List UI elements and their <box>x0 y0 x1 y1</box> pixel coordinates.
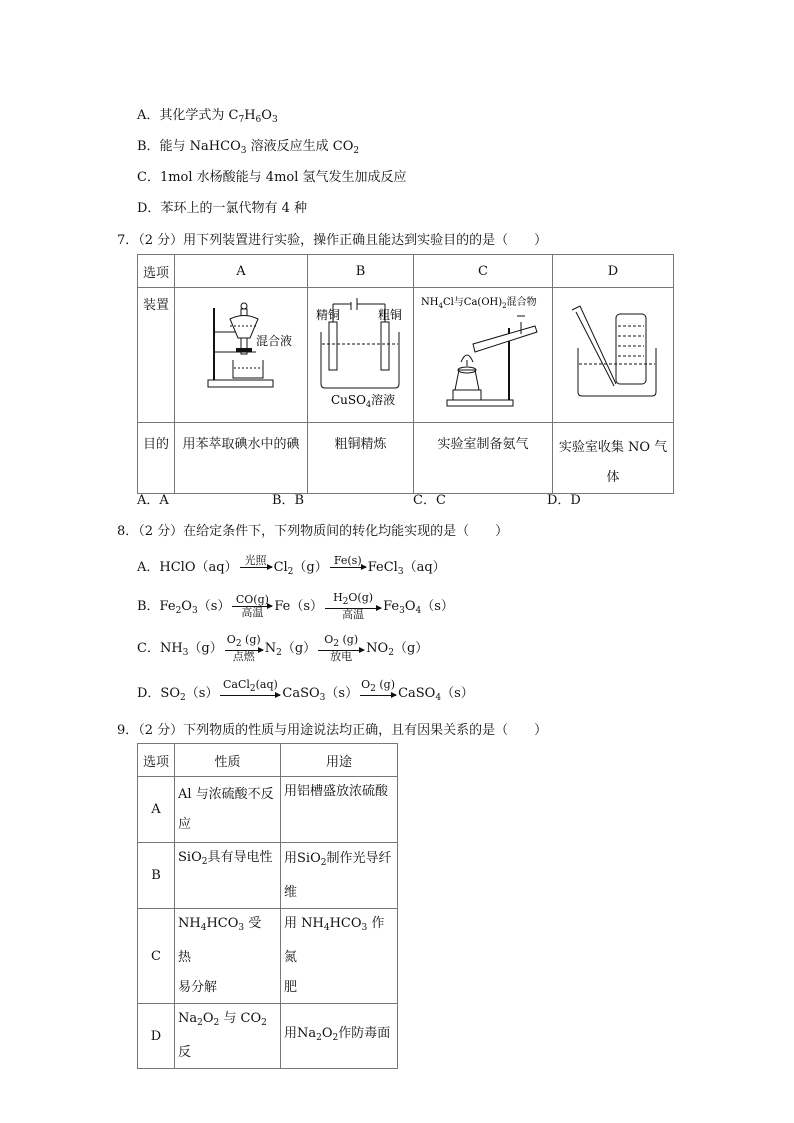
q7-answer-a: A．A <box>137 493 169 508</box>
q8-option-a: A．HClO（aq） 光照 $Cl_2(g)$ Fe(s) FeCl$_3$（aq） <box>137 554 446 577</box>
q7-device-b <box>308 288 414 423</box>
q9-opt-b: B <box>138 843 175 909</box>
q9-use-d: 用$Na_2O_2$作防毒面 <box>281 1004 398 1069</box>
q9-prop-a: Al 与浓硫酸不反 应 <box>175 777 281 843</box>
electrolysis-apparatus <box>311 288 410 418</box>
q9-opt-a: A <box>138 777 175 843</box>
q6-option-d: D．苯环上的一氯代物有 4 种 <box>137 201 307 216</box>
q7-device-d <box>553 288 674 423</box>
gas-collection-apparatus <box>556 288 670 418</box>
q7-device-a <box>175 288 308 423</box>
crude-copper-label: 粗铜 <box>378 308 403 322</box>
q7-header-option: 选项 <box>138 255 175 288</box>
q8-option-c: C．$NH_3(g)$ $O_2$ (g) 点燃 $N_2(g)$ $O_2$ (g) 放电 $NO_2(g)$ <box>137 633 429 663</box>
q7-purpose-a: 用苯萃取碘水中的碘 <box>175 423 308 494</box>
q8-option-d: D．$SO_2(s)$ CaCl$_2$(aq) CaSO$_3$（s） $O_2$ (g) CaSO$_4$（s） <box>137 678 474 703</box>
table-row <box>138 777 398 843</box>
q9-stem: 9．（2 分）下列物质的性质与用途说法均正确，且有因果关系的是（ ） <box>117 723 548 738</box>
q6-option-c: C．1mol 水杨酸能与 4mol 氢气发生加成反应 <box>137 170 407 185</box>
q7-answer-c: C．C <box>413 493 446 508</box>
q9-prop-c: $NH_4HCO_3$ 受 热 易分解 <box>175 909 281 1004</box>
q7-answer-b: B．B <box>272 493 305 508</box>
table-row <box>138 1004 398 1069</box>
q7-purpose-b: 粗铜精炼 <box>308 423 414 494</box>
q9-header-option: 选项 <box>138 744 175 777</box>
table-row <box>138 909 398 1004</box>
q7-answer-d: D．D <box>547 493 581 508</box>
mixture-label: 混合液 <box>256 334 293 348</box>
q7-header-c: C <box>414 255 553 288</box>
q9-header-use: 用途 <box>281 744 398 777</box>
q6-option-b: B．能与 NaHCO$_3$ 溶液反应生成 $CO_2$ <box>137 139 360 156</box>
q9-header-property: 性质 <box>175 744 281 777</box>
q6-option-a: A．其化学式为 $C_7H_6O_3$ <box>137 108 278 125</box>
q7-device-c <box>414 288 553 423</box>
separatory-funnel-apparatus <box>178 288 304 418</box>
pure-copper-label: 精铜 <box>316 308 341 322</box>
nh4cl-caoh2-mixture-label: $NH_4Cl$与$Ca(OH)_2$混合物 <box>421 297 537 310</box>
q7-row-device-label: 装置 <box>138 288 175 423</box>
q9-prop-d: $Na_2O_2$ 与 $CO_2$ 反 <box>175 1004 281 1069</box>
q7-stem: 7．（2 分）用下列装置进行实验，操作正确且能达到实验目的的是（ ） <box>117 233 548 248</box>
q7-header-a: A <box>175 255 308 288</box>
q9-prop-b: SiO$_2$具有导电性 <box>175 843 281 909</box>
q7-header-d: D <box>553 255 674 288</box>
table-row <box>138 843 398 909</box>
q9-table <box>137 743 398 1069</box>
q7-header-b: B <box>308 255 414 288</box>
q8-option-b: B．$Fe_2O_3(s)$ CO(g) 高温 Fe（s） $H_2O(g)$ 高温 $Fe_3O_4(s)$ <box>137 591 454 621</box>
ammonia-preparation-apparatus <box>417 288 549 418</box>
q9-use-c: 用 $NH_4HCO_3$ 作氮 肥 <box>281 909 398 1004</box>
q9-use-b: 用SiO$_2$制作光导纤 维 <box>281 843 398 909</box>
q7-table <box>137 254 674 494</box>
q7-purpose-c: 实验室制备氨气 <box>414 423 553 494</box>
cuso4-solution-label: CuSO$_4$溶液 <box>331 393 396 409</box>
q8-stem: 8．（2 分）在给定条件下，下列物质间的转化均能实现的是（ ） <box>117 524 509 539</box>
q7-purpose-d: 实验室收集 NO 气体 <box>553 423 674 494</box>
q7-row-purpose-label: 目的 <box>138 423 175 494</box>
q9-use-a: 用铝槽盛放浓硫酸 <box>281 777 398 843</box>
q9-opt-d: D <box>138 1004 175 1069</box>
q9-opt-c: C <box>138 909 175 1004</box>
